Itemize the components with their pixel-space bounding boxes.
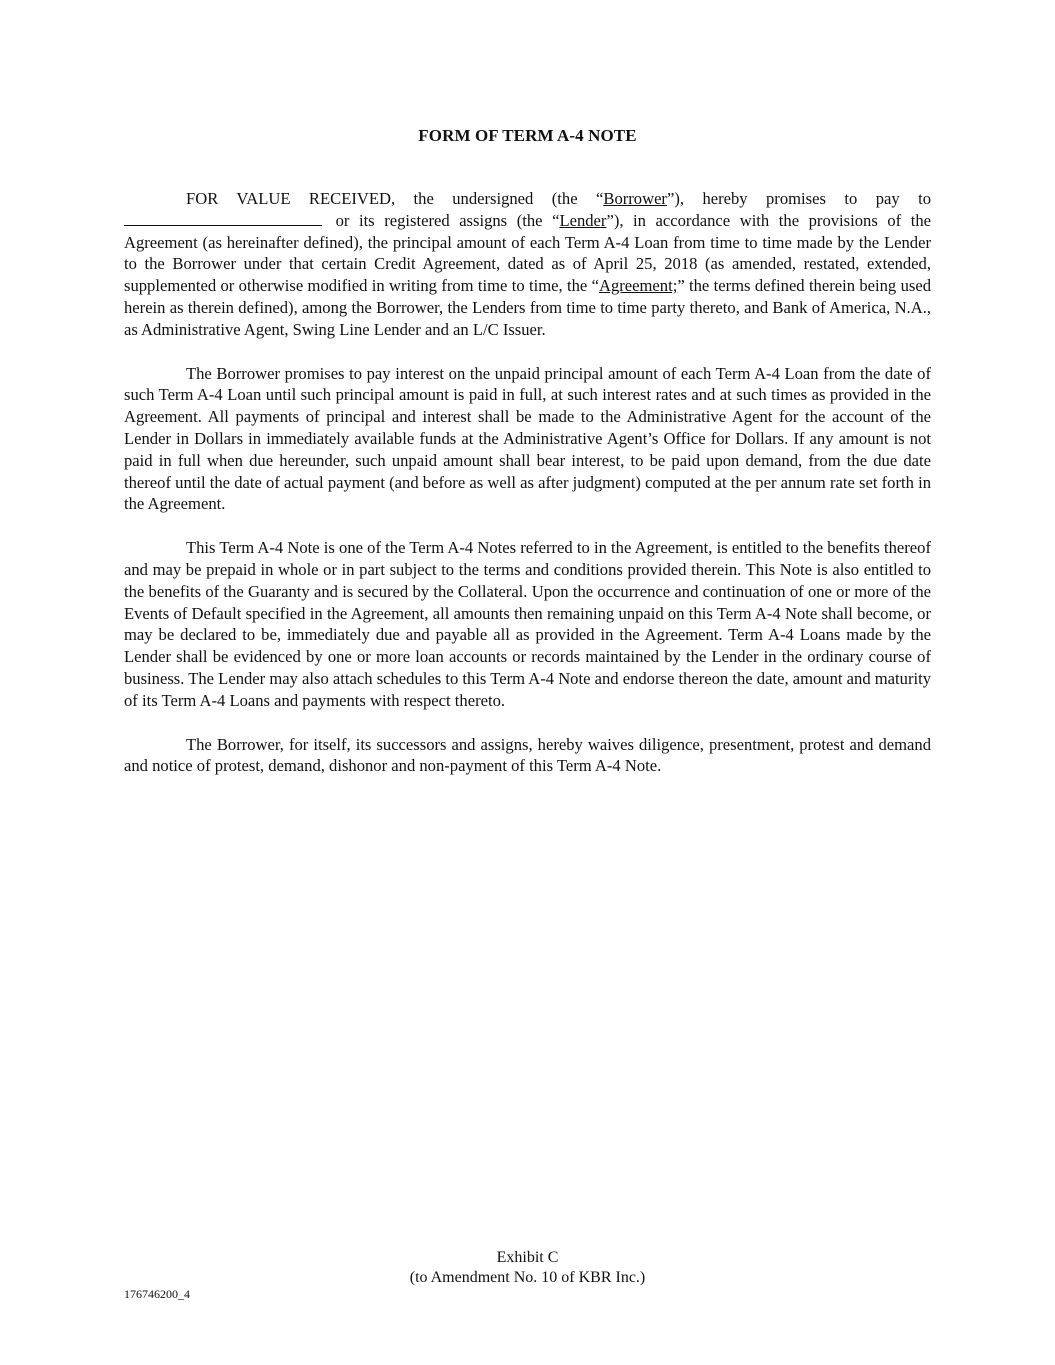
paragraph-2: The Borrower promises to pay interest on the unpaid principal amount of each Term A-4 Loan from the date of such Term A-4 Loan until such principal amount is paid in full, at such interest rates and at such times as provided in the Agreement. All payments of principal and interest shall be made to the Administrative Agent for the account of the Lender in Dollars in immediately available funds at the Administrative Agent’s Office for Dollars. If any amount is not paid in full when due hereunder, such unpaid amount shall bear interest, to be paid upon demand, from the due date thereof until the date of actual payment (and before as well as after judgment) computed at the per annum rate set forth in the Agreement.	[124, 363, 931, 514]
page-footer	[0, 1248, 1055, 1288]
defined-term-lender: Lender	[559, 210, 607, 230]
p1-text-b: ”), hereby promises to pay to	[666, 189, 931, 208]
paragraph-3: This Term A-4 Note is one of the Term A-4 Notes referred to in the Agreement, is entitled to the benefits thereof and may be prepaid in whole or in part subject to the terms and conditions provided therein. This Note is also entitled to the benefits of the Guaranty and is secured by the Collateral. Upon the occurrence and continuation of one or more of the Events of Default specified in the Agreement, all amounts then remaining unpaid on this Term A-4 Note shall become, or may be declared to be, immediately due and payable all as provided in the Agreement. Term A-4 Loans made by the Lender shall be evidenced by one or more loan accounts or records maintained by the Lender in the ordinary course of business. The Lender may also attach schedules to this Term A-4 Note and endorse thereon the date, amount and maturity of its Term A-4 Loans and payments with respect thereto.	[124, 538, 931, 710]
p1-text-c: or its registered assigns (the “	[326, 210, 560, 230]
lender-name-blank	[124, 211, 322, 226]
footer-amendment: (to Amendment No. 10 of KBR Inc.)	[409, 1269, 646, 1286]
footer-exhibit: Exhibit C	[496, 1249, 559, 1266]
p1-text-d: ”), in accordance with the provisions of the Agreement (as hereinafter defined), the principal amount of each Term A-4 Loan from time to time made by the Lender to the Borrower under that certain Credit Agreement, dated as of April 25, 2018 (as amended, restated, extended, supplemented or otherwise modified in writing from time to time, the “	[124, 210, 932, 296]
defined-term-borrower: Borrower	[603, 189, 667, 208]
paragraph-1	[124, 188, 931, 341]
document-body	[124, 188, 931, 799]
document-id: 176746200_4	[124, 1287, 190, 1301]
p1-text-e: ” the terms defined therein being used herein as therein defined), among the Borrower, the Lenders from time to time party thereto, and Bank of America, N.A., as Administrative Agent, Swing Line Lender and an L/C Issuer.	[124, 276, 931, 339]
p1-text-a: FOR VALUE RECEIVED, the undersigned (the “	[186, 189, 604, 208]
paragraph-4: The Borrower, for itself, its successors and assigns, hereby waives diligence, presentment, protest and demand and notice of protest, demand, dishonor and non-payment of this Term A-4 Note.	[124, 734, 931, 776]
defined-term-agreement: Agreement;	[598, 276, 678, 296]
document-title: FORM OF TERM A-4 NOTE	[418, 126, 637, 145]
